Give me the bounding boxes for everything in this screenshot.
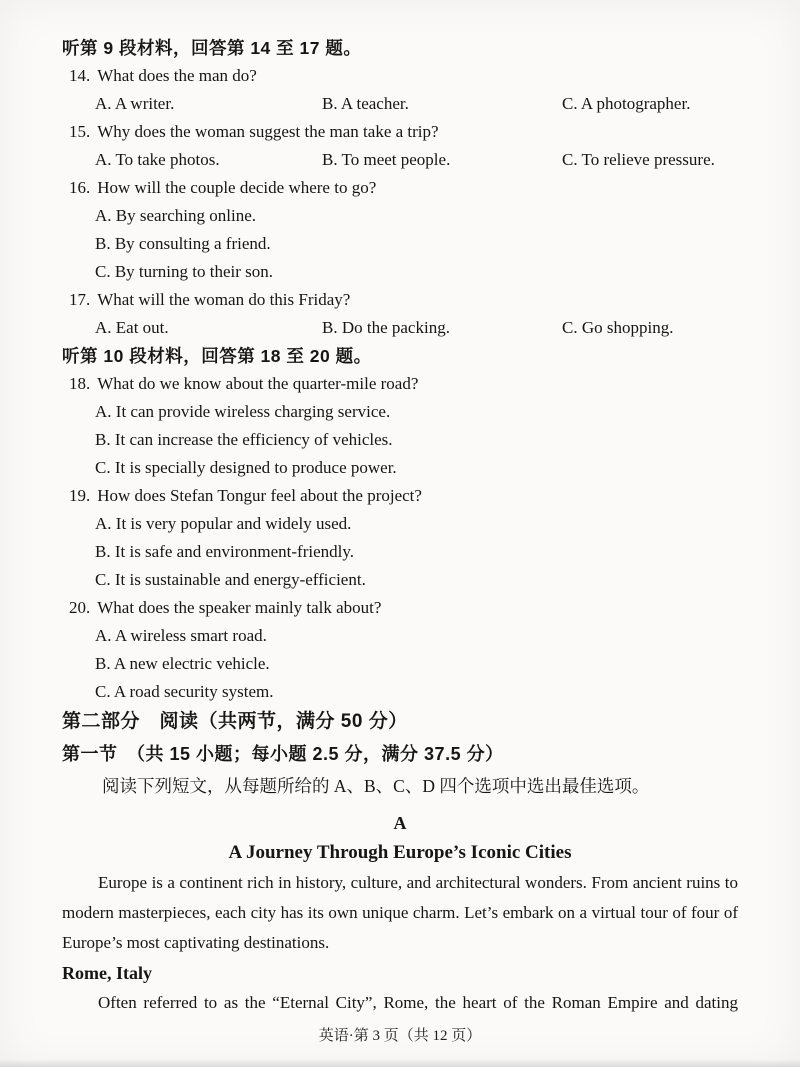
option-c: C. It is specially designed to produce power. [95, 458, 397, 477]
option-c: C. A road security system. [95, 682, 274, 701]
option-a: A. By searching online. [95, 206, 256, 225]
option-b: B. By consulting a friend. [95, 234, 271, 253]
scan-bottom-edge [0, 1059, 800, 1067]
options-row [62, 90, 738, 118]
option-a: A. It can provide wireless charging service. [95, 402, 391, 421]
options-row [62, 146, 738, 174]
option-b: B. A new electric vehicle. [95, 654, 270, 673]
question-line [62, 370, 738, 398]
question-number: 15. [69, 122, 91, 141]
option-c: C. By turning to their son. [95, 262, 274, 281]
question-16 [62, 174, 738, 286]
question-text: What do we know about the quarter-mile road? [97, 374, 419, 393]
reading-instruction: 阅读下列短文，从每题所给的 A、B、C、D 四个选项中选出最佳选项。 [102, 776, 650, 796]
question-number: 16. [69, 178, 91, 197]
question-18 [62, 370, 738, 482]
question-text: What does the speaker mainly talk about? [97, 598, 382, 617]
option-b: B. To meet people. [322, 150, 451, 169]
option-c: C. To relieve pressure. [562, 150, 715, 169]
option-b: B. It is safe and environment-friendly. [95, 542, 355, 561]
question-number: 19. [69, 486, 91, 505]
question-line [62, 594, 738, 622]
question-line [62, 62, 738, 90]
reading-passage-a [62, 808, 738, 1018]
question-text: How will the couple decide where to go? [97, 178, 377, 197]
option-a: A. Eat out. [95, 318, 169, 337]
question-15 [62, 118, 738, 174]
question-text: How does Stefan Tongur feel about the project? [97, 486, 422, 505]
question-text: Why does the woman suggest the man take a trip? [97, 122, 439, 141]
listening-section-9-intro: 听第 9 段材料，回答第 14 至 17 题。 [62, 38, 362, 58]
question-17 [62, 286, 738, 342]
part-two-heading: 第二部分 阅读（共两节，满分 50 分） [62, 711, 408, 732]
option-b: B. It can increase the efficiency of vehicles. [95, 430, 393, 449]
passage-title: A Journey Through Europe’s Iconic Cities [228, 842, 572, 863]
option-a: A. A writer. [95, 94, 175, 113]
question-number: 14. [69, 66, 91, 85]
question-20 [62, 594, 738, 706]
option-b: B. Do the packing. [322, 318, 450, 337]
option-c: C. A photographer. [562, 94, 691, 113]
option-a: A. To take photos. [95, 150, 220, 169]
passage-paragraph-2: Often referred to as the “Eternal City”, Rome, the heart of the Roman Empire and dating [98, 993, 738, 1012]
passage-paragraph-1: Europe is a continent rich in history, culture, and architectural wonders. From ancient ruins to modern masterpieces, each city has its own unique charm. Let’s embark on a virtual tour of four of Europe’s most captivating destinations. [62, 873, 738, 952]
question-line [62, 286, 738, 314]
option-a: A. A wireless smart road. [95, 626, 267, 645]
question-number: 17. [69, 290, 91, 309]
option-c: C. Go shopping. [562, 318, 674, 337]
question-number: 20. [69, 598, 91, 617]
question-text: What will the woman do this Friday? [97, 290, 351, 309]
question-19 [62, 482, 738, 594]
question-line [62, 118, 738, 146]
page-footer: 英语·第 3 页（共 12 页） [318, 1028, 482, 1044]
part-two-section-one: 第一节 （共 15 小题；每小题 2.5 分，满分 37.5 分） [62, 744, 504, 764]
question-14 [62, 62, 738, 118]
question-number: 18. [69, 374, 91, 393]
question-line [62, 174, 738, 202]
option-b: B. A teacher. [322, 94, 409, 113]
options-row [62, 314, 738, 342]
passage-subheading-rome: Rome, Italy [62, 963, 152, 983]
option-a: A. It is very popular and widely used. [95, 514, 352, 533]
question-line [62, 482, 738, 510]
option-c: C. It is sustainable and energy-efficient. [95, 570, 366, 589]
question-text: What does the man do? [97, 66, 257, 85]
passage-label: A [393, 813, 407, 833]
listening-section-10-intro: 听第 10 段材料，回答第 18 至 20 题。 [62, 346, 372, 366]
